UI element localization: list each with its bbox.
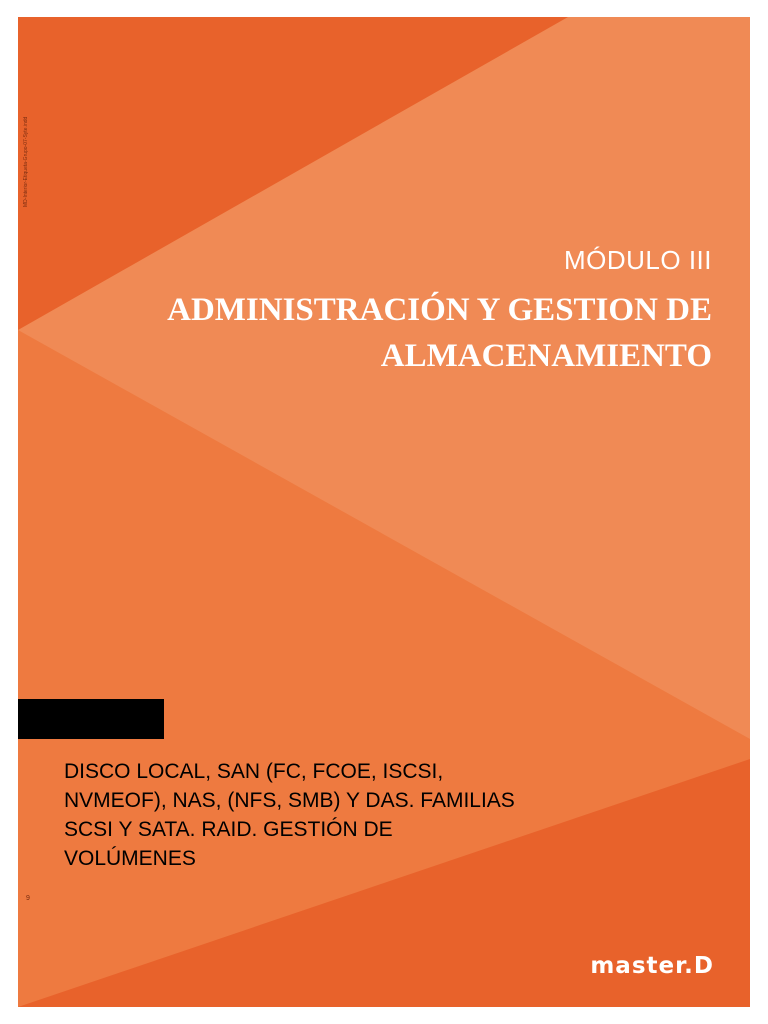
module-label: MÓDULO III (563, 245, 712, 275)
cover-page (18, 17, 750, 1007)
topics-line: NVMEOF), NAS, (NFS, SMB) Y DAS. FAMILIAS (64, 789, 515, 812)
topics-line: VOLÚMENES (64, 847, 196, 870)
title-line: ADMINISTRACIÓN Y GESTION DE (167, 292, 712, 328)
brand-logo: master.D (590, 953, 714, 979)
page-number: 9 (26, 895, 30, 902)
side-file-code: MD-Interior-Etiqueta-Grupo-07-Syte.indd (23, 116, 29, 207)
topics-line: DISCO LOCAL, SAN (FC, FCOE, ISCSI, (64, 760, 444, 783)
black-bar (18, 699, 164, 739)
topics-list (64, 757, 624, 873)
title-line: ALMACENAMIENTO (380, 338, 712, 374)
topics-line: SCSI Y SATA. RAID. GESTIÓN DE (64, 818, 393, 841)
page-title (72, 287, 712, 379)
